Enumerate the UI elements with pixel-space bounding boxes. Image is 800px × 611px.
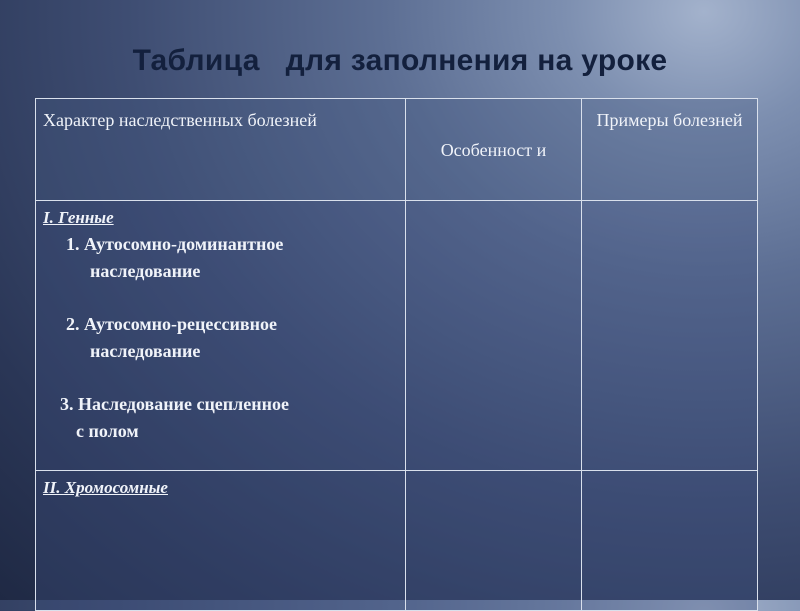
section-heading-chromosomal: II. Хромосомные — [43, 478, 168, 497]
table-cell-empty-features[interactable] — [406, 201, 582, 471]
table-cell-empty-examples[interactable] — [582, 471, 758, 611]
table-cell-empty-features[interactable] — [406, 471, 582, 611]
list-item — [36, 311, 405, 365]
table-cell-empty-examples[interactable] — [582, 201, 758, 471]
list-item-continuation: с полом — [76, 421, 139, 441]
table-header-row — [36, 99, 758, 201]
list-item — [36, 231, 405, 285]
list-item-continuation: наследование — [90, 261, 201, 281]
list-item-text: 1. Аутосомно-доминантное — [66, 234, 284, 254]
list-item — [36, 391, 405, 445]
list-item-continuation: наследование — [90, 341, 201, 361]
lesson-table — [35, 98, 758, 611]
table-cell-genetic[interactable] — [36, 201, 406, 471]
list-item-text: 3. Наследование сцепленное — [60, 394, 289, 414]
table-row — [36, 471, 758, 611]
section-heading-genetic: I. Генные — [43, 208, 114, 227]
header-cell-examples: Примеры болезней — [582, 99, 758, 201]
header-cell-character: Характер наследственных болезней — [36, 99, 406, 201]
list-item-text: 2. Аутосомно-рецессивное — [66, 314, 277, 334]
table-row — [36, 201, 758, 471]
table-cell-chromosomal[interactable] — [36, 471, 406, 611]
header-cell-features: Особенност и — [406, 99, 582, 201]
slide-title: Таблица для заполнения на уроке — [132, 44, 668, 77]
